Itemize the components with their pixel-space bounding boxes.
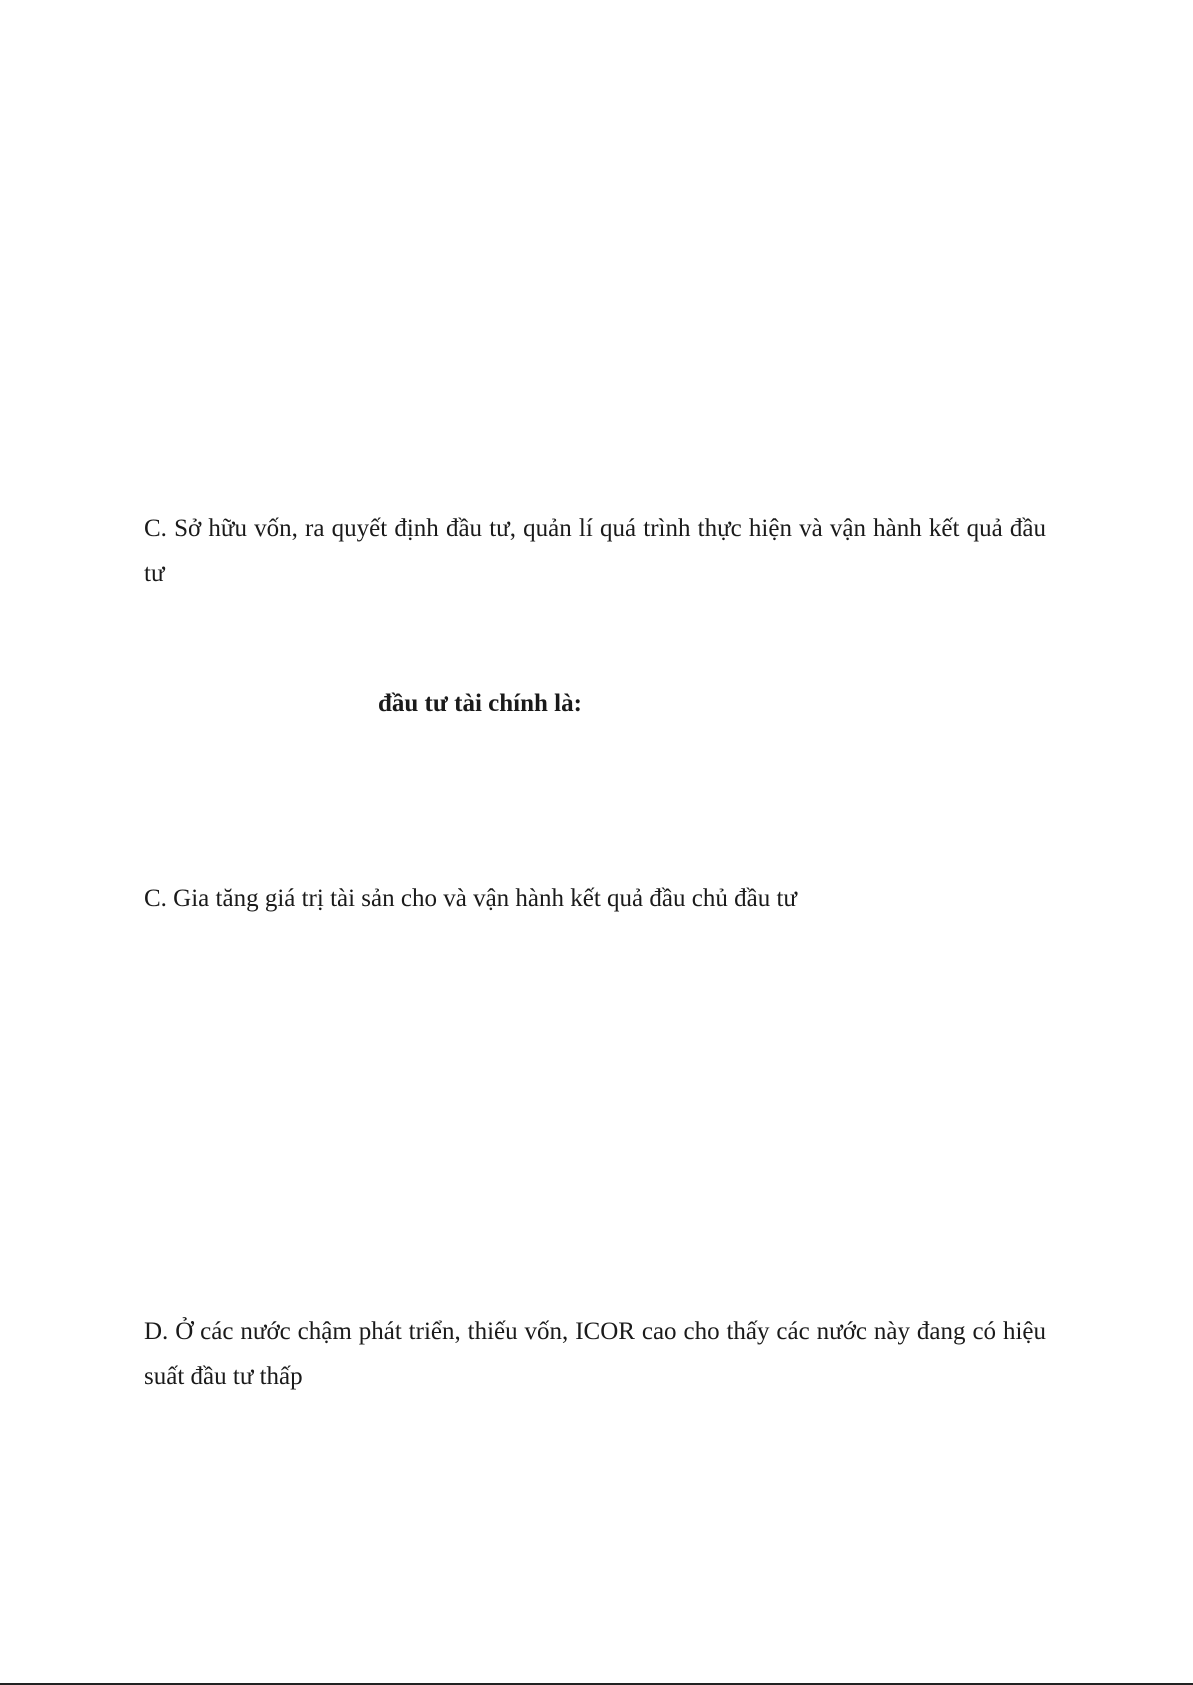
option-c-asset-value: C. Gia tăng giá trị tài sản cho và vận hành kết quả đầu chủ đầu tư xyxy=(144,885,797,912)
option-c-owner-roles: C. Sở hữu vốn, ra quyết định đầu tư, quản lí quá trình thực hiện và vận hành kết quả đầu tư xyxy=(144,515,1046,587)
question-heading: đầu tư tài chính là: xyxy=(378,690,582,717)
option-d-icor: D. Ở các nước chậm phát triển, thiếu vốn, ICOR cao cho thấy các nước này đang có hiệu suất đầu tư thấp xyxy=(144,1318,1046,1390)
